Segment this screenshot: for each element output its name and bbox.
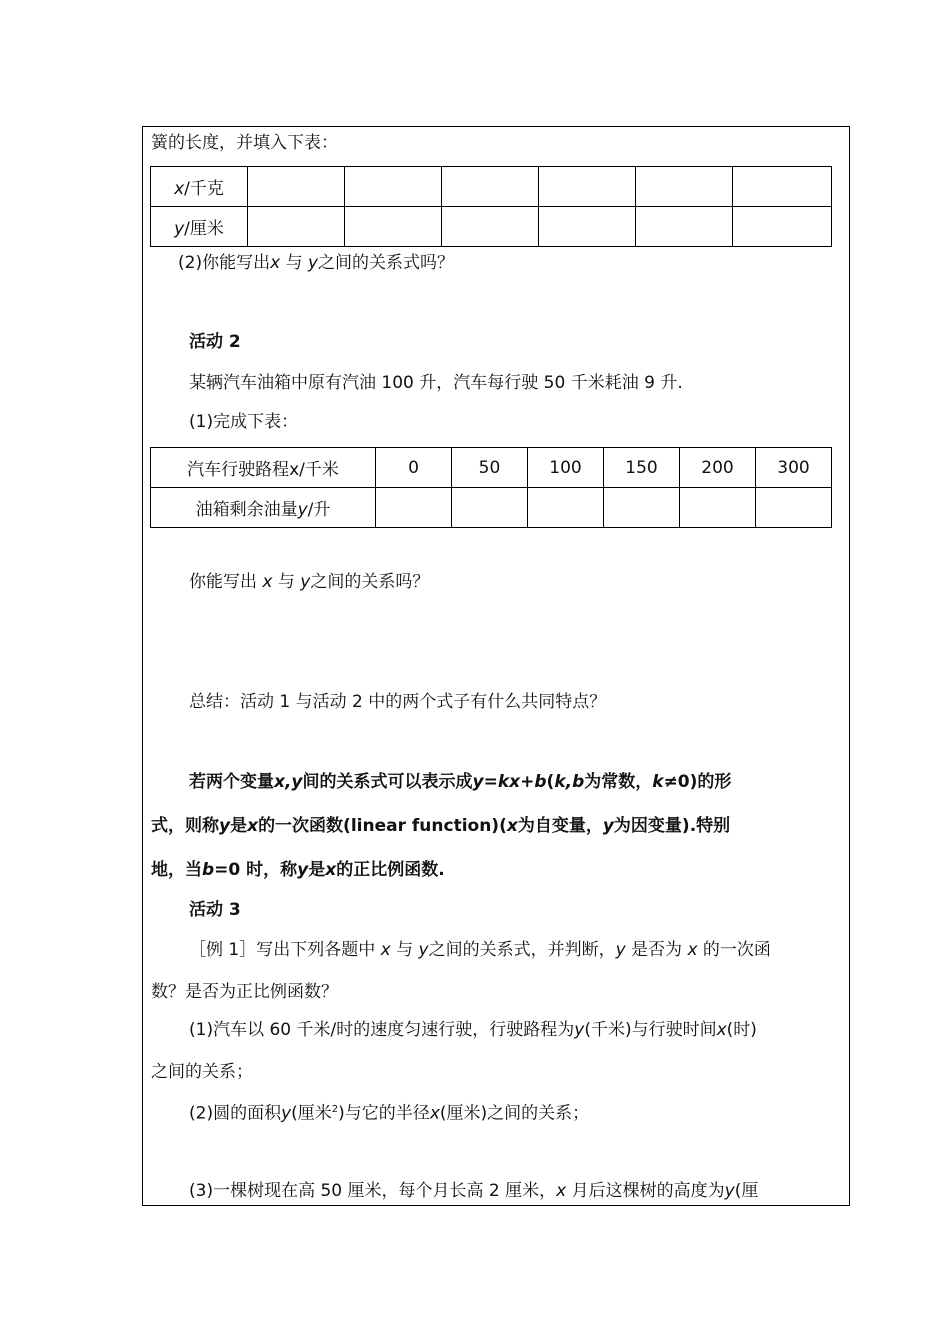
spring-row-y [151,207,832,247]
spring-row-x [151,167,832,207]
def-text: 是 [308,860,326,880]
p3-text: (厘 [734,1181,759,1201]
q2-prefix: (2)你能写出 [178,253,271,273]
p2-text: )与它的半径 [338,1103,430,1124]
q2-suffix: 之间的关系式吗？ [318,253,455,273]
def-text: 式，则称 [151,816,219,836]
def-text: 若两个变量 [189,772,274,792]
unit-km: /千米 [299,460,339,480]
var-y: y [219,816,231,836]
definition-line-1 [189,770,731,794]
empty-cell[interactable] [452,488,528,528]
content-frame [142,126,850,1206]
empty-cell[interactable] [442,167,539,207]
distance-label-text: 汽车行驶路程 [187,460,290,480]
var-y: y [418,940,429,960]
distance-value: 50 [452,448,528,488]
var-y: y [615,940,626,960]
def-text: 的正比例函数. [336,860,445,880]
distance-value: 150 [604,448,680,488]
ex-text: 与 [396,940,414,960]
spring-table [150,166,832,247]
empty-cell[interactable] [442,207,539,247]
problem-2 [189,1098,589,1126]
empty-cell[interactable] [539,207,636,247]
empty-cell[interactable] [345,167,442,207]
p1-text: (千米)与行驶时间 [584,1020,717,1040]
empty-cell[interactable] [733,207,832,247]
summary-text: 总结：活动 1 与活动 2 中的两个式子有什么共同特点？ [189,692,607,712]
p3-text: 月后这棵树的高度为 [571,1181,725,1201]
def-text: ≠0)的形 [663,772,732,792]
def-text: 的一次函数(linear function)( [258,816,507,836]
definition-line-2 [151,814,730,838]
var-y: y [174,219,185,239]
var-xy: x,y [274,772,303,792]
unit-liter: /升 [307,500,331,520]
remaining-label [151,488,376,528]
distance-value: 300 [756,448,832,488]
activity-2-prompt-text: (1)完成下表： [189,412,299,432]
def-text: 是 [230,816,248,836]
p2-text: (2)圆的面积 [189,1103,282,1124]
var-x: x [174,179,185,199]
distance-label [151,448,376,488]
def-text: 间的关系式可以表示成 [302,772,473,792]
fuel-table [150,447,832,528]
linear-equation: y=kx+b [472,772,547,792]
q2-mid: 与 [285,253,303,273]
var-x: x [556,1181,567,1201]
empty-cell[interactable] [604,488,680,528]
var-y: y [297,860,309,880]
activity-3-title-text: 活动 3 [189,900,241,920]
var-b: b [202,860,215,880]
intro-line [151,131,338,155]
empty-cell[interactable] [636,207,733,247]
q-suffix: 之间的关系吗？ [310,572,430,592]
activity-2-title-text: 活动 2 [189,332,241,352]
summary [189,690,606,714]
ex-text: 数？是否为正比例函数？ [151,982,338,1002]
var-x: x [716,1020,727,1040]
ex-text: 的一次函 [702,940,771,960]
empty-cell[interactable] [539,167,636,207]
activity-2-desc [189,371,683,395]
activity-3-title [189,898,241,922]
var-x: x [506,816,518,836]
empty-cell[interactable] [345,207,442,247]
ex-text: 之间的关系式，并判断， [428,940,616,960]
def-text: 地，当 [151,860,202,880]
var-y: y [574,1020,585,1040]
var-kb: k,b [554,772,585,792]
def-text: 为常数， [584,772,653,792]
p1-text: (时) [726,1020,757,1040]
p2-text: (厘米)之间的关系； [439,1103,590,1124]
distance-value: 0 [376,448,452,488]
q-mid: 与 [277,572,295,592]
p3-text: (3)一棵树现在高 50 厘米，每个月长高 2 厘米， [189,1181,557,1201]
intro-text: 簧的长度，并填入下表： [151,133,338,153]
var-y: y [281,1103,292,1124]
question-2 [178,251,454,275]
var-y: y [602,816,614,836]
var-y: y [724,1181,735,1201]
var-x: x [429,1103,440,1124]
ex-text: ［例 1］写出下列各题中 [189,940,376,960]
spring-row-x-label [151,167,248,207]
def-text: =0 时，称 [214,860,298,880]
example-line-1 [189,938,771,962]
problem-1-line-1 [189,1018,757,1042]
unit-cm: /厘米 [184,219,224,239]
p1-text: 之间的关系； [151,1062,253,1082]
def-text: 为因变量).特别 [613,816,731,836]
distance-value: 100 [528,448,604,488]
problem-3 [189,1179,758,1203]
activity-2-title [189,330,241,354]
fuel-row-distance [151,448,832,488]
var-x: x [289,460,300,480]
example-line-2 [151,980,338,1004]
empty-cell[interactable] [680,488,756,528]
def-text: 为自变量， [517,816,603,836]
empty-cell[interactable] [733,167,832,207]
superscript: 2 [331,1104,339,1115]
definition-line-3 [151,858,445,882]
var-x: x [262,572,273,592]
empty-cell[interactable] [376,488,452,528]
ex-text: 是否为 [631,940,683,960]
spring-row-y-label [151,207,248,247]
unit-kg: /千克 [184,179,224,199]
empty-cell[interactable] [756,488,832,528]
empty-cell[interactable] [636,167,733,207]
var-k: k [652,772,664,792]
problem-1-line-2 [151,1060,253,1084]
fuel-row-remaining [151,488,832,528]
var-y: y [300,572,311,592]
p2-text: (厘米 [291,1103,332,1124]
remaining-label-text: 油箱剩余油量 [195,500,298,520]
var-y: y [297,500,308,520]
activity-2-desc-text: 某辆汽车油箱中原有汽油 100 升，汽车每行驶 50 千米耗油 9 升. [189,373,683,393]
var-x: x [247,816,259,836]
question-relation [189,570,429,594]
var-y: y [307,253,319,273]
var-x: x [270,253,281,273]
empty-cell[interactable] [528,488,604,528]
empty-cell[interactable] [248,167,345,207]
var-x: x [325,860,337,880]
q-prefix: 你能写出 [189,572,257,592]
empty-cell[interactable] [248,207,345,247]
distance-value: 200 [680,448,756,488]
var-x: x [687,940,698,960]
def-text: ( [546,772,555,792]
var-x: x [380,940,391,960]
p1-text: (1)汽车以 60 千米/时的速度匀速行驶，行驶路程为 [189,1020,575,1040]
activity-2-prompt [189,410,298,434]
